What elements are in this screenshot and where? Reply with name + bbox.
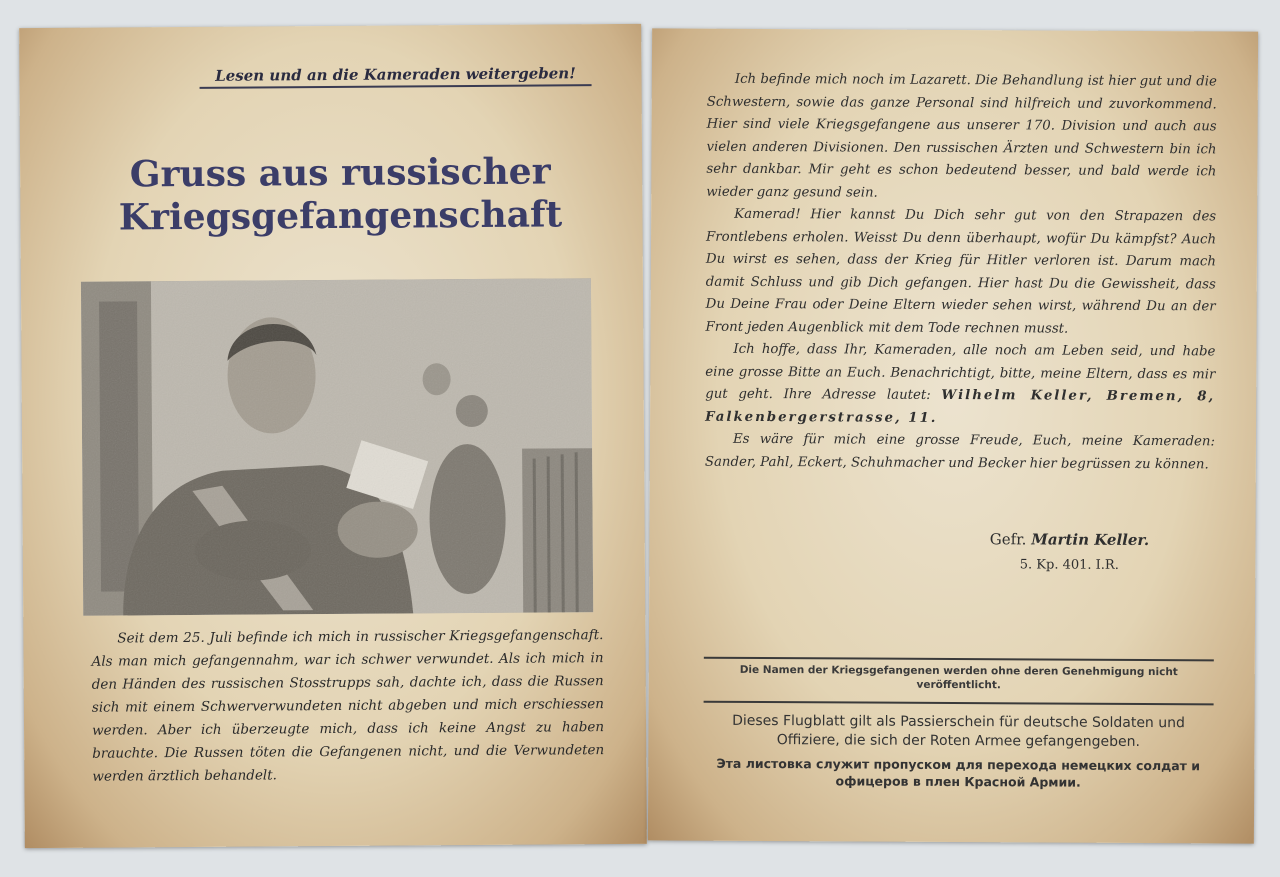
pass-text-russian: Эта листовка служит пропуском для перехода немецких солдат и офицеров в плен Красной Армии. [716, 755, 1201, 790]
letter-paragraph-3-text: Ich hoffe, dass Ihr, Kameraden, alle noch am Leben seid, und habe eine grosse Bitte an Euch. Benachrichtigt, bitte, meine Eltern, dass es mir gut geht. Ihre Adresse lautet: [705, 341, 1216, 403]
leaflet-front-page [19, 24, 647, 848]
motto: Lesen und an die Kameraden weitergeben! [199, 64, 591, 89]
soldier-photo [81, 278, 593, 616]
divider-top [704, 657, 1214, 662]
divider-bottom [704, 701, 1214, 706]
signature [949, 526, 1189, 579]
parents-address: Wilhelm Keller, Bremen, 8, Falkenbergerstrasse, 11. [705, 387, 1216, 426]
body-text-left: Seit dem 25. Juli befinde ich mich in russischer Kriegsgefangenschaft. Als man mich gefangennahm, war ich schwer verwundet. Als ich mich in den Händen des russischen Stosstrupps sah, dachte ich, dass die Russen sich mit einem Schwerverwundeten nicht abgeben und mich erschiessen werden. Aber ich überzeugte mich, dass ich keine Angst zu haben brauchte. Die Russen töten die Gefangenen nicht, und die Verwundeten werden ärztlich behandelt. [91, 627, 605, 785]
letter-body [705, 69, 1217, 477]
pass-text-german: Dieses Flugblatt gilt als Passierschein für deutsche Soldaten und Offiziere, die sich der Roten Armee gefangengeben. [732, 712, 1185, 750]
signature-unit: 5. Kp. 401. I.R. [1019, 557, 1119, 573]
letter-paragraph-2: Kamerad! Hier kannst Du Dich sehr gut von den Strapazen des Frontlebens erholen. Weisst Du denn überhaupt, wofür Du kämpfst? Auch Du wirst es sehen, dass der Krieg für Hitler verloren ist. Darum mach damit Schluss und gib Dich gefangen. Hier hast Du die Gewissheit, dass Du Deine Frau oder Deine Eltern wieder sehen wirst, während Du an der Front jeden Augenblick mit dem Tode rechnen musst. [705, 206, 1217, 337]
signature-name: Martin Keller. [1031, 530, 1150, 550]
letter-paragraph-4: Es wäre für mich eine grosse Freude, Euch, meine Kameraden: Sander, Pahl, Eckert, Schuhmacher und Becker hier begrüssen zu können. [704, 431, 1216, 472]
privacy-notice: Die Namen der Kriegsgefangenen werden ohne deren Genehmigung nicht veröffentlicht. [739, 663, 1178, 692]
headline [80, 150, 601, 240]
letter-paragraph-1: Ich befinde mich noch im Lazarett. Die Behandlung ist hier gut und die Schwestern, sowie das ganze Personal sind hilfreich und zuvorkommend. Hier sind viele Kriegsgefangene aus unserer 170. Division und auch aus vielen anderen Divisionen. Den russischen Ärzten und Schwestern bin ich sehr dankbar. Mir geht es schon bedeutend besser, und bald werde ich wieder ganz gesund sein. [706, 71, 1217, 201]
headline-line-2: Kriegsgefangenschaft [118, 193, 563, 239]
signature-rank: Gefr. [989, 530, 1027, 549]
headline-line-1: Gruss aus russischer [129, 150, 551, 196]
signature-line [949, 526, 1189, 553]
letter-paragraph-3 [705, 339, 1215, 432]
leaflet-back-page [648, 28, 1258, 843]
